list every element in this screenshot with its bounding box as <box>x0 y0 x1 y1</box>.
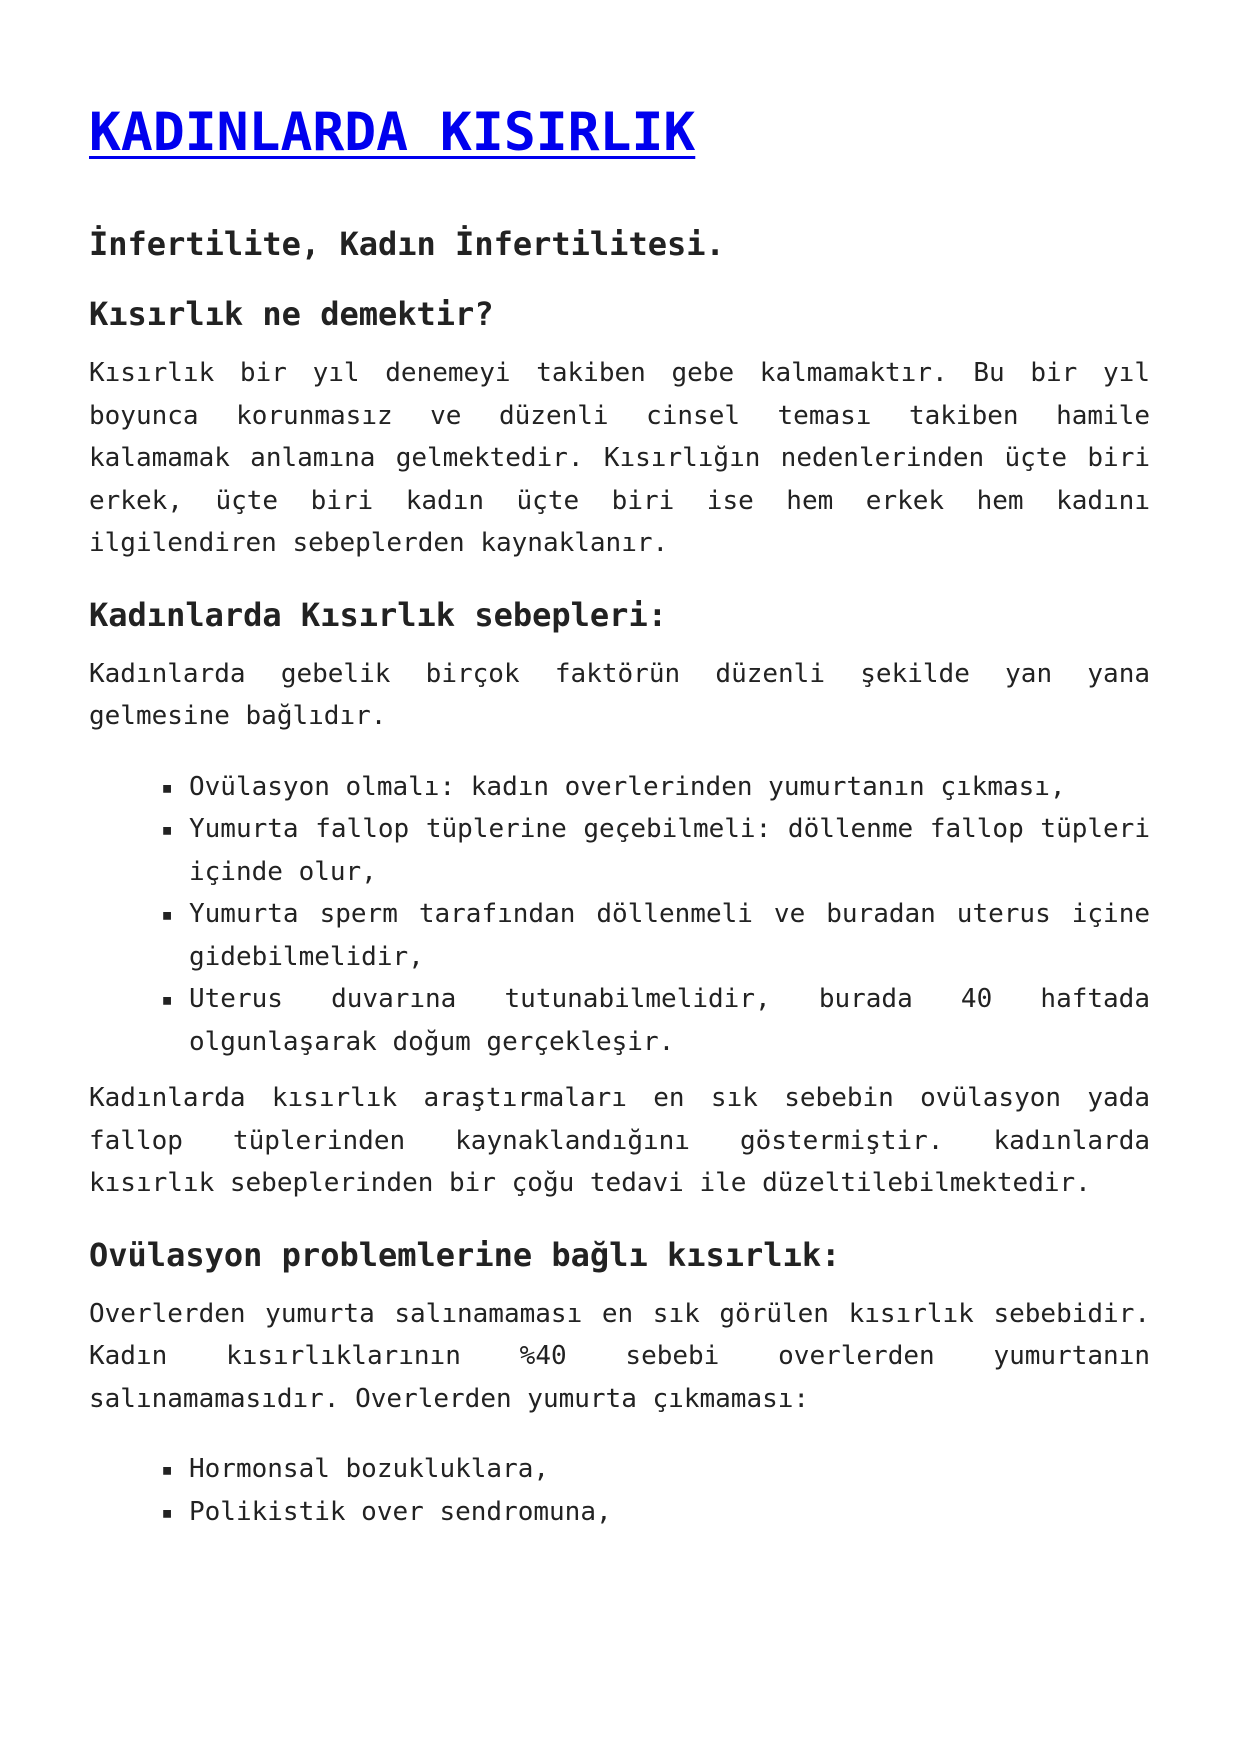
list-item-text: Hormonsal bozukluklara, <box>189 1454 550 1484</box>
bullet-icon: ▪ <box>161 817 174 841</box>
ovulation-bullet-list <box>89 1448 1150 1533</box>
section-heading-causes: Kadınlarda Kısırlık sebepleri: <box>89 595 667 634</box>
title-link[interactable]: KADINLARDA KISIRLIK <box>89 102 696 163</box>
list-item-text: Yumurta fallop tüplerine geçebilmeli: döllenme fallop tüpleri içinde olur, <box>189 814 1150 887</box>
list-item-text: Yumurta sperm tarafından döllenmeli ve buradan uterus içine gidebilmelidir, <box>189 899 1150 972</box>
section-heading-ovulation: Ovülasyon problemlerine bağlı kısırlık: <box>89 1235 841 1274</box>
list-item-text: Uterus duvarına tutunabilmelidir, burada 40 haftada olgunlaşarak doğum gerçekleşir. <box>189 984 1150 1057</box>
page-title <box>89 90 1151 176</box>
section-paragraph-ovulation: Overlerden yumurta salınamaması en sık görülen kısırlık sebebidir. Kadın kısırlıklarının %40 sebebi overlerden yumurtanın salınamamasıdır. Overlerden yumurta çıkmaması: <box>89 1298 1150 1414</box>
list-item <box>161 978 1150 1063</box>
section-paragraph-what-is: Kısırlık bir yıl denemeyi takiben gebe kalmamaktır. Bu bir yıl boyunca korunmasız ve düzenli cinsel teması takiben hamile kalamamak anlamına gelmektedir. Kısırlığın nedenlerinden üçte biri erkek, üçte biri kadın üçte biri ise hem erkek hem kadını ilgilendiren sebeplerden kaynaklanır. <box>89 358 1150 558</box>
subtitle-heading: İnfertilite, Kadın İnfertilitesi. <box>89 225 725 263</box>
list-item-text: Polikistik over sendromuna, <box>189 1496 612 1527</box>
list-item <box>161 893 1150 978</box>
section-heading-what-is: Kısırlık ne demektir? <box>89 295 494 333</box>
list-item-text: Ovülasyon olmalı: kadın overlerinden yumurtanın çıkması, <box>189 771 1066 802</box>
bullet-icon: ▪ <box>161 902 174 926</box>
list-item <box>161 808 1150 893</box>
bullet-icon: ▪ <box>161 987 174 1011</box>
section-paragraph-causes: Kadınlarda gebelik birçok faktörün düzenli şekilde yan yana gelmesine bağlıdır. <box>89 658 1150 731</box>
causes-bullet-list <box>89 766 1150 1064</box>
bullet-icon: ▪ <box>161 774 174 799</box>
bullet-icon: ▪ <box>161 1457 174 1481</box>
list-item <box>161 766 1150 809</box>
bullet-icon: ▪ <box>161 1499 174 1524</box>
section-paragraph-research: Kadınlarda kısırlık araştırmaları en sık sebebin ovülasyon yada fallop tüplerinden kaynaklandığını göstermiştir. kadınlarda kısırlık sebeplerinden bir çoğu tedavi ile düzeltilebilmektedir. <box>89 1083 1150 1198</box>
list-item <box>161 1491 1150 1534</box>
list-item <box>161 1448 1150 1491</box>
